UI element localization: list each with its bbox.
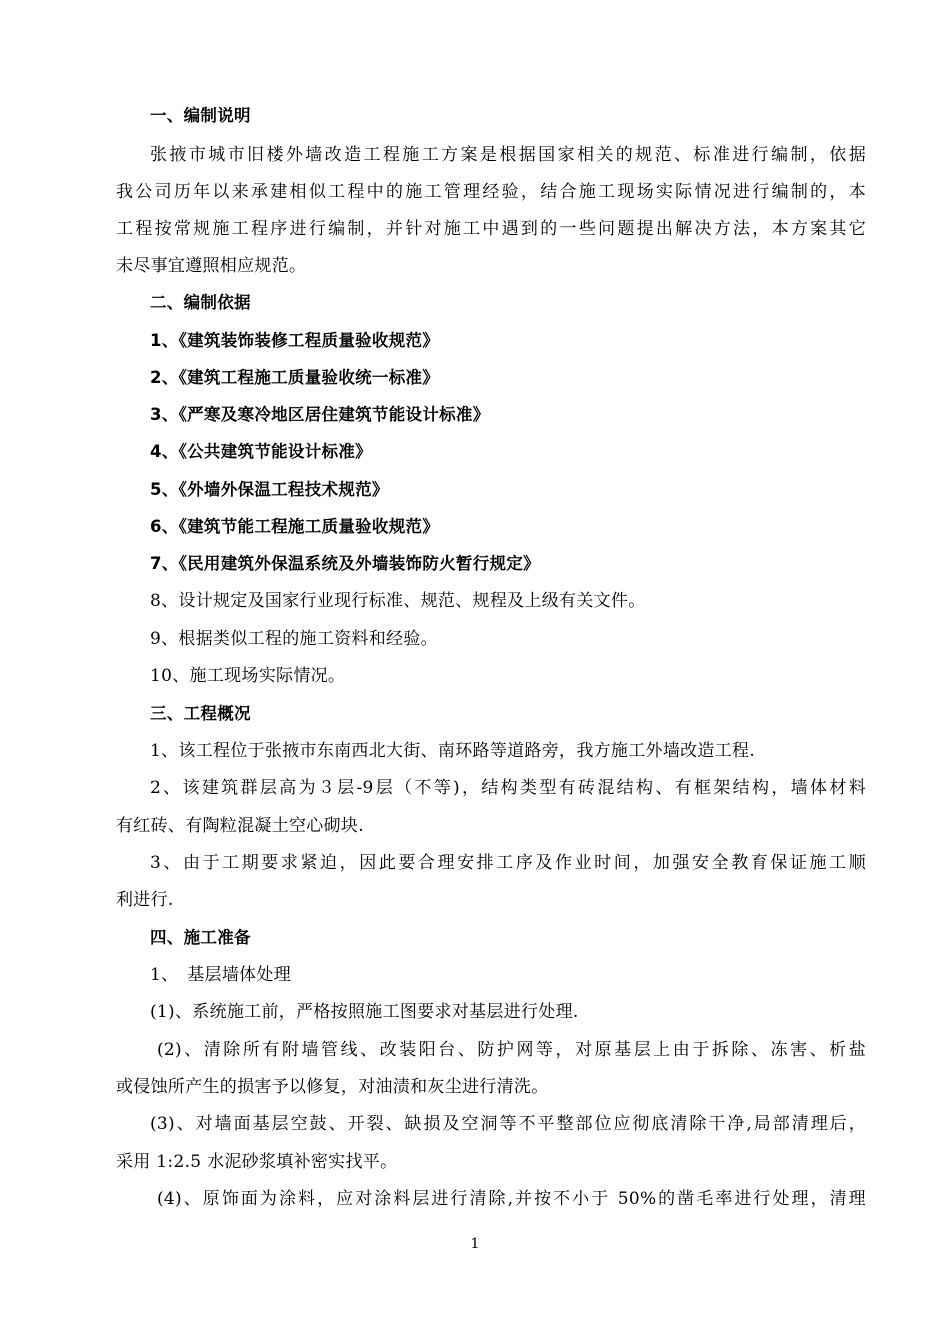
paragraph-line: 采用 1:2.5 水泥砂浆填补密实找平。 — [116, 1152, 398, 1172]
reference-item: 5、《外墙外保温工程技术规范》 — [150, 480, 389, 499]
reference-item: 2、《建筑工程施工质量验收统一标准》 — [150, 368, 440, 387]
paragraph-line: 我公司历年以来承建相似工程中的施工管理经验，结合施工现场实际情况进行编制的，本 — [116, 182, 866, 202]
reference-item: 10、施工现场实际情况。 — [150, 666, 346, 686]
paragraph-line: 有红砖、有陶粒混凝土空心砌块. — [116, 816, 364, 836]
paragraph-line: 利进行. — [116, 890, 174, 910]
paragraph-line: 1、该工程位于张掖市东南西北大街、南环路等道路旁，我方施工外墙改造工程. — [150, 741, 756, 761]
reference-item: 4、《公共建筑节能设计标准》 — [150, 442, 372, 461]
page-number: 1 — [470, 1236, 480, 1252]
section-heading-1: 一、编制说明 — [150, 106, 251, 125]
section-heading-2: 二、编制依据 — [150, 293, 251, 312]
reference-item: 6、《建筑节能工程施工质量验收规范》 — [150, 517, 440, 536]
reference-item: 8、设计规定及国家行业现行标准、规范、规程及上级有关文件。 — [150, 591, 646, 611]
paragraph-line: (2)、清除所有附墙管线、改装阳台、防护网等，对原基层上由于拆除、冻害、析盐 — [157, 1040, 866, 1060]
paragraph-line: (3)、对墙面基层空鼓、开裂、缺损及空洞等不平整部位应彻底清除干净,局部清理后， — [150, 1114, 866, 1134]
section-heading-3: 三、工程概况 — [150, 704, 251, 723]
reference-item: 9、根据类似工程的施工资料和经验。 — [150, 629, 438, 649]
paragraph-line: 张掖市城市旧楼外墙改造工程施工方案是根据国家相关的规范、标准进行编制，依据 — [150, 145, 866, 165]
reference-item: 3、《严寒及寒冷地区居住建筑节能设计标准》 — [150, 405, 490, 424]
reference-item: 7、《民用建筑外保温系统及外墙装饰防火暂行规定》 — [150, 554, 540, 573]
paragraph-line: (1)、系统施工前，严格按照施工图要求对基层进行处理. — [150, 1002, 579, 1022]
reference-item: 1、《建筑装饰装修工程质量验收规范》 — [150, 331, 440, 350]
paragraph-line: 未尽事宜遵照相应规范。 — [116, 256, 307, 276]
paragraph-line: 3、由于工期要求紧迫，因此要合理安排工序及作业时间，加强安全教育保证施工顺 — [150, 853, 866, 873]
section-heading-4: 四、施工准备 — [150, 928, 251, 947]
paragraph-line: 2、该建筑群层高为３层-9层（不等)，结构类型有砖混结构、有框架结构，墙体材料 — [150, 778, 866, 798]
sub-heading: 1、 基层墙体处理 — [150, 965, 292, 985]
paragraph-line: 工程按常规施工程序进行编制，并针对施工中遇到的一些问题提出解决方法，本方案其它 — [116, 219, 866, 239]
paragraph-line: 或侵蚀所产生的损害予以修复，对油渍和灰尘进行清洗。 — [116, 1077, 549, 1097]
paragraph-line: (4)、原饰面为涂料，应对涂料层进行清除,并按不小于 50%的凿毛率进行处理，清理 — [157, 1189, 866, 1209]
